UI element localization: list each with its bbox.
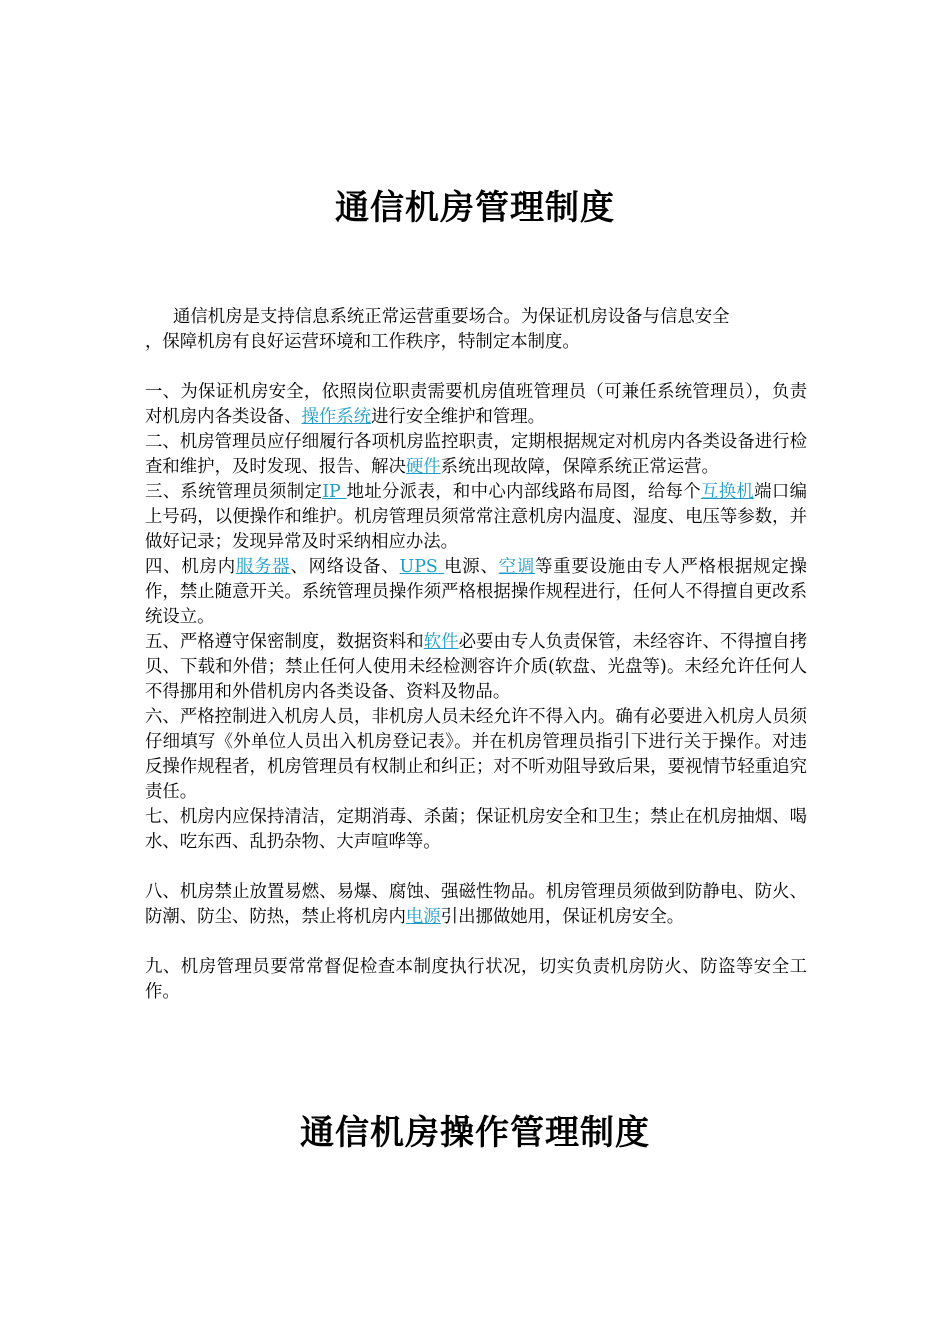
rule-4-text-b: 、网络设备、 [290, 557, 400, 577]
rule-1 [145, 380, 807, 430]
rule-8-text-a: 八、机房禁止放置易燃、易爆、腐蚀、强磁性物品。机房管理员须做到防静电、防火、防潮、防尘、防热，禁止将机房内 [145, 882, 807, 927]
link-hardware[interactable]: 硬件 [405, 457, 441, 477]
rule-3-text-a: 三、系统管理员须制定 [145, 482, 323, 502]
rule-3 [145, 480, 807, 555]
link-operating-system[interactable]: 操作系统 [301, 407, 372, 427]
link-ip[interactable]: IP [322, 482, 347, 502]
intro-paragraph [145, 305, 807, 355]
intro-line-2: ，保障机房有良好运营环境和工作秩序，特制定本制度。 [145, 332, 580, 352]
section-title: 通信机房操作管理制度 [300, 1113, 650, 1153]
rule-3-text-b: 地址分派表，和中心内部线路布局图，给每个 [346, 482, 701, 502]
rule-8-text-b: 引出挪做她用，保证机房安全。 [440, 907, 685, 927]
rule-2-text-b: 系统出现故障，保障系统正常运营。 [440, 457, 719, 477]
rule-5-text-b: 必要由专人负责保管，未经容许、不得擅自拷贝、下载和外借；禁止任何人使用未经检测容许介质(软盘、光盘等)。未经允许任何人不得挪用和外借机房内各类设备、资料及物品。 [145, 632, 807, 702]
spacer [145, 855, 807, 880]
link-power-supply[interactable]: 电源 [405, 907, 441, 927]
rule-1-text-b: 进行安全维护和管理。 [371, 407, 546, 427]
rule-9: 九、机房管理员要常常督促检查本制度执行状况，切实负责机房防火、防盗等安全工作。 [145, 957, 807, 1002]
rule-1-text-a: 一、为保证机房安全，依照岗位职责需要机房值班管理员（可兼任系统管理员），负责对机房内各类设备、 [145, 382, 807, 427]
rule-5-text-a: 五、严格遵守保密制度，数据资料和 [145, 632, 424, 652]
page-title: 通信机房管理制度 [335, 188, 615, 228]
rule-5 [145, 630, 807, 705]
rule-4-text-a: 四、机房内 [145, 557, 236, 577]
link-air-conditioner[interactable]: 空调 [498, 557, 536, 577]
spacer [145, 930, 807, 955]
rules-list [145, 380, 807, 1005]
rule-4-text-d: 等重要设施由专人严格根据规定操作，禁止随意开关。系统管理员操作须严格根据操作规程进行，任何人不得擅自更改系统设立。 [145, 557, 807, 627]
rule-8 [145, 880, 807, 930]
rule-4 [145, 555, 807, 630]
link-server[interactable]: 服务器 [235, 557, 291, 577]
link-software[interactable]: 软件 [423, 632, 459, 652]
rule-3-text-c: 端口编上号码，以便操作和维护。机房管理员须常常注意机房内温度、湿度、电压等参数，并做好记录；发现异常及时采纳相应办法。 [145, 482, 807, 552]
link-ups[interactable]: UPS [399, 557, 445, 577]
rule-6: 六、严格控制进入机房人员，非机房人员未经允许不得入内。确有必要进入机房人员须仔细填写《外单位人员出入机房登记表》。并在机房管理员指引下进行关于操作。对违反操作规程者，机房管理员有权制止和纠正；对不听劝阻导致后果，要视情节轻重追究责任。 [145, 707, 807, 802]
link-switch[interactable]: 互换机 [700, 482, 755, 502]
rule-4-text-c: 电源、 [444, 557, 499, 577]
rule-2-text-a: 二、机房管理员应仔细履行各项机房监控职责，定期根据规定对机房内各类设备进行检查和维护，及时发现、报告、解决 [145, 432, 807, 477]
intro-line-1: 通信机房是支持信息系统正常运营重要场合。为保证机房设备与信息安全 [173, 307, 730, 327]
rule-7: 七、机房内应保持清洁，定期消毒、杀菌；保证机房安全和卫生；禁止在机房抽烟、喝水、吃东西、乱扔杂物、大声喧哗等。 [145, 807, 807, 852]
rule-2 [145, 430, 807, 480]
